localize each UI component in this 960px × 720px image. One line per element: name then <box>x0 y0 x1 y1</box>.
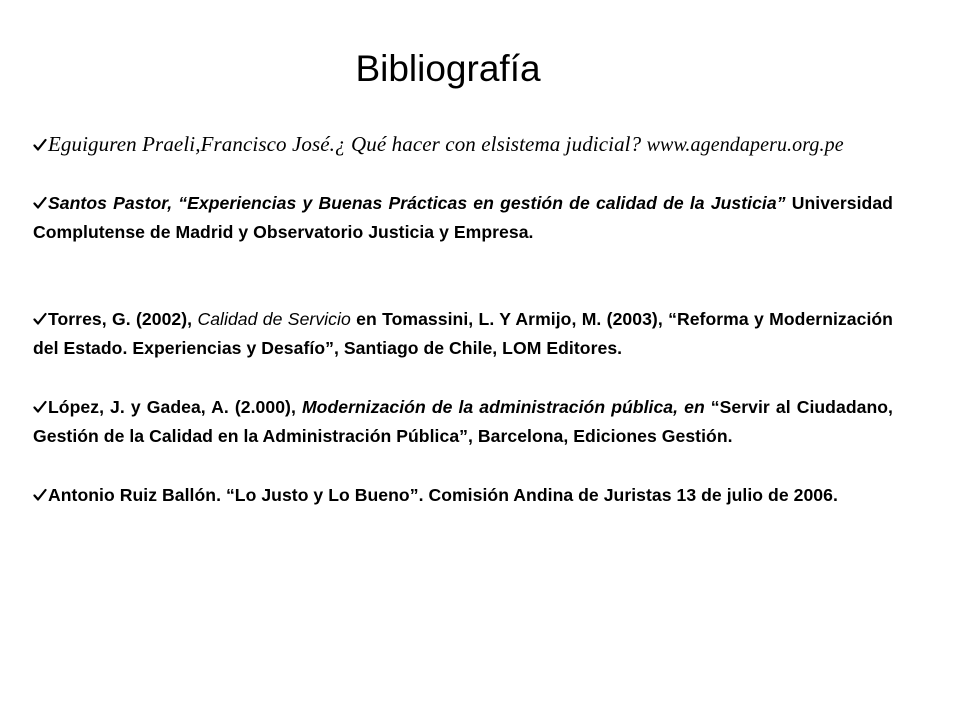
list-item <box>33 393 893 451</box>
reference-text-italic: Santos Pastor, “Experiencias y Buenas Prácticas en gestión de calidad de la Justicia” <box>48 193 786 213</box>
list-item <box>33 481 893 510</box>
reference-text: “Servir al Ciudadano, Gestión de la Calidad en la Administración Pública”, Barcelona, Ediciones Gestión. <box>33 397 893 446</box>
reference-text: Torres, G. (2002), <box>48 309 193 329</box>
reference-title-italic: Calidad de Servicio <box>197 309 351 329</box>
reference-title-italic: Modernización de la administración pública, en <box>301 397 705 417</box>
reference-text: Universidad Complutense de Madrid y Observatorio Justicia y Empresa. <box>33 193 893 242</box>
list-item <box>33 305 893 363</box>
bibliography-list <box>33 130 893 510</box>
list-item <box>33 189 893 247</box>
page-title: Bibliografía <box>355 48 541 89</box>
list-item <box>33 130 893 159</box>
checkmark-icon <box>33 312 47 326</box>
checkmark-icon <box>33 488 47 502</box>
reference-url: www.agendaperu.org.pe <box>646 134 844 156</box>
reference-text: Antonio Ruiz Ballón. “Lo Justo y Lo Bueno”. Comisión Andina de Juristas 13 de julio de 2006. <box>48 485 838 505</box>
reference-text: en Tomassini, L. Y Armijo, M. (2003), “Reforma y Modernización del Estado. Experiencias y Desafío”, Santiago de Chile, LOM Editores. <box>33 309 893 358</box>
checkmark-icon <box>33 196 47 210</box>
checkmark-icon <box>33 400 47 414</box>
reference-text: López, J. y Gadea, A. (2.000), <box>48 397 296 417</box>
checkmark-icon <box>33 138 47 152</box>
reference-text: Eguiguren Praeli,Francisco José.¿ Qué hacer con elsistema judicial? <box>48 132 642 156</box>
